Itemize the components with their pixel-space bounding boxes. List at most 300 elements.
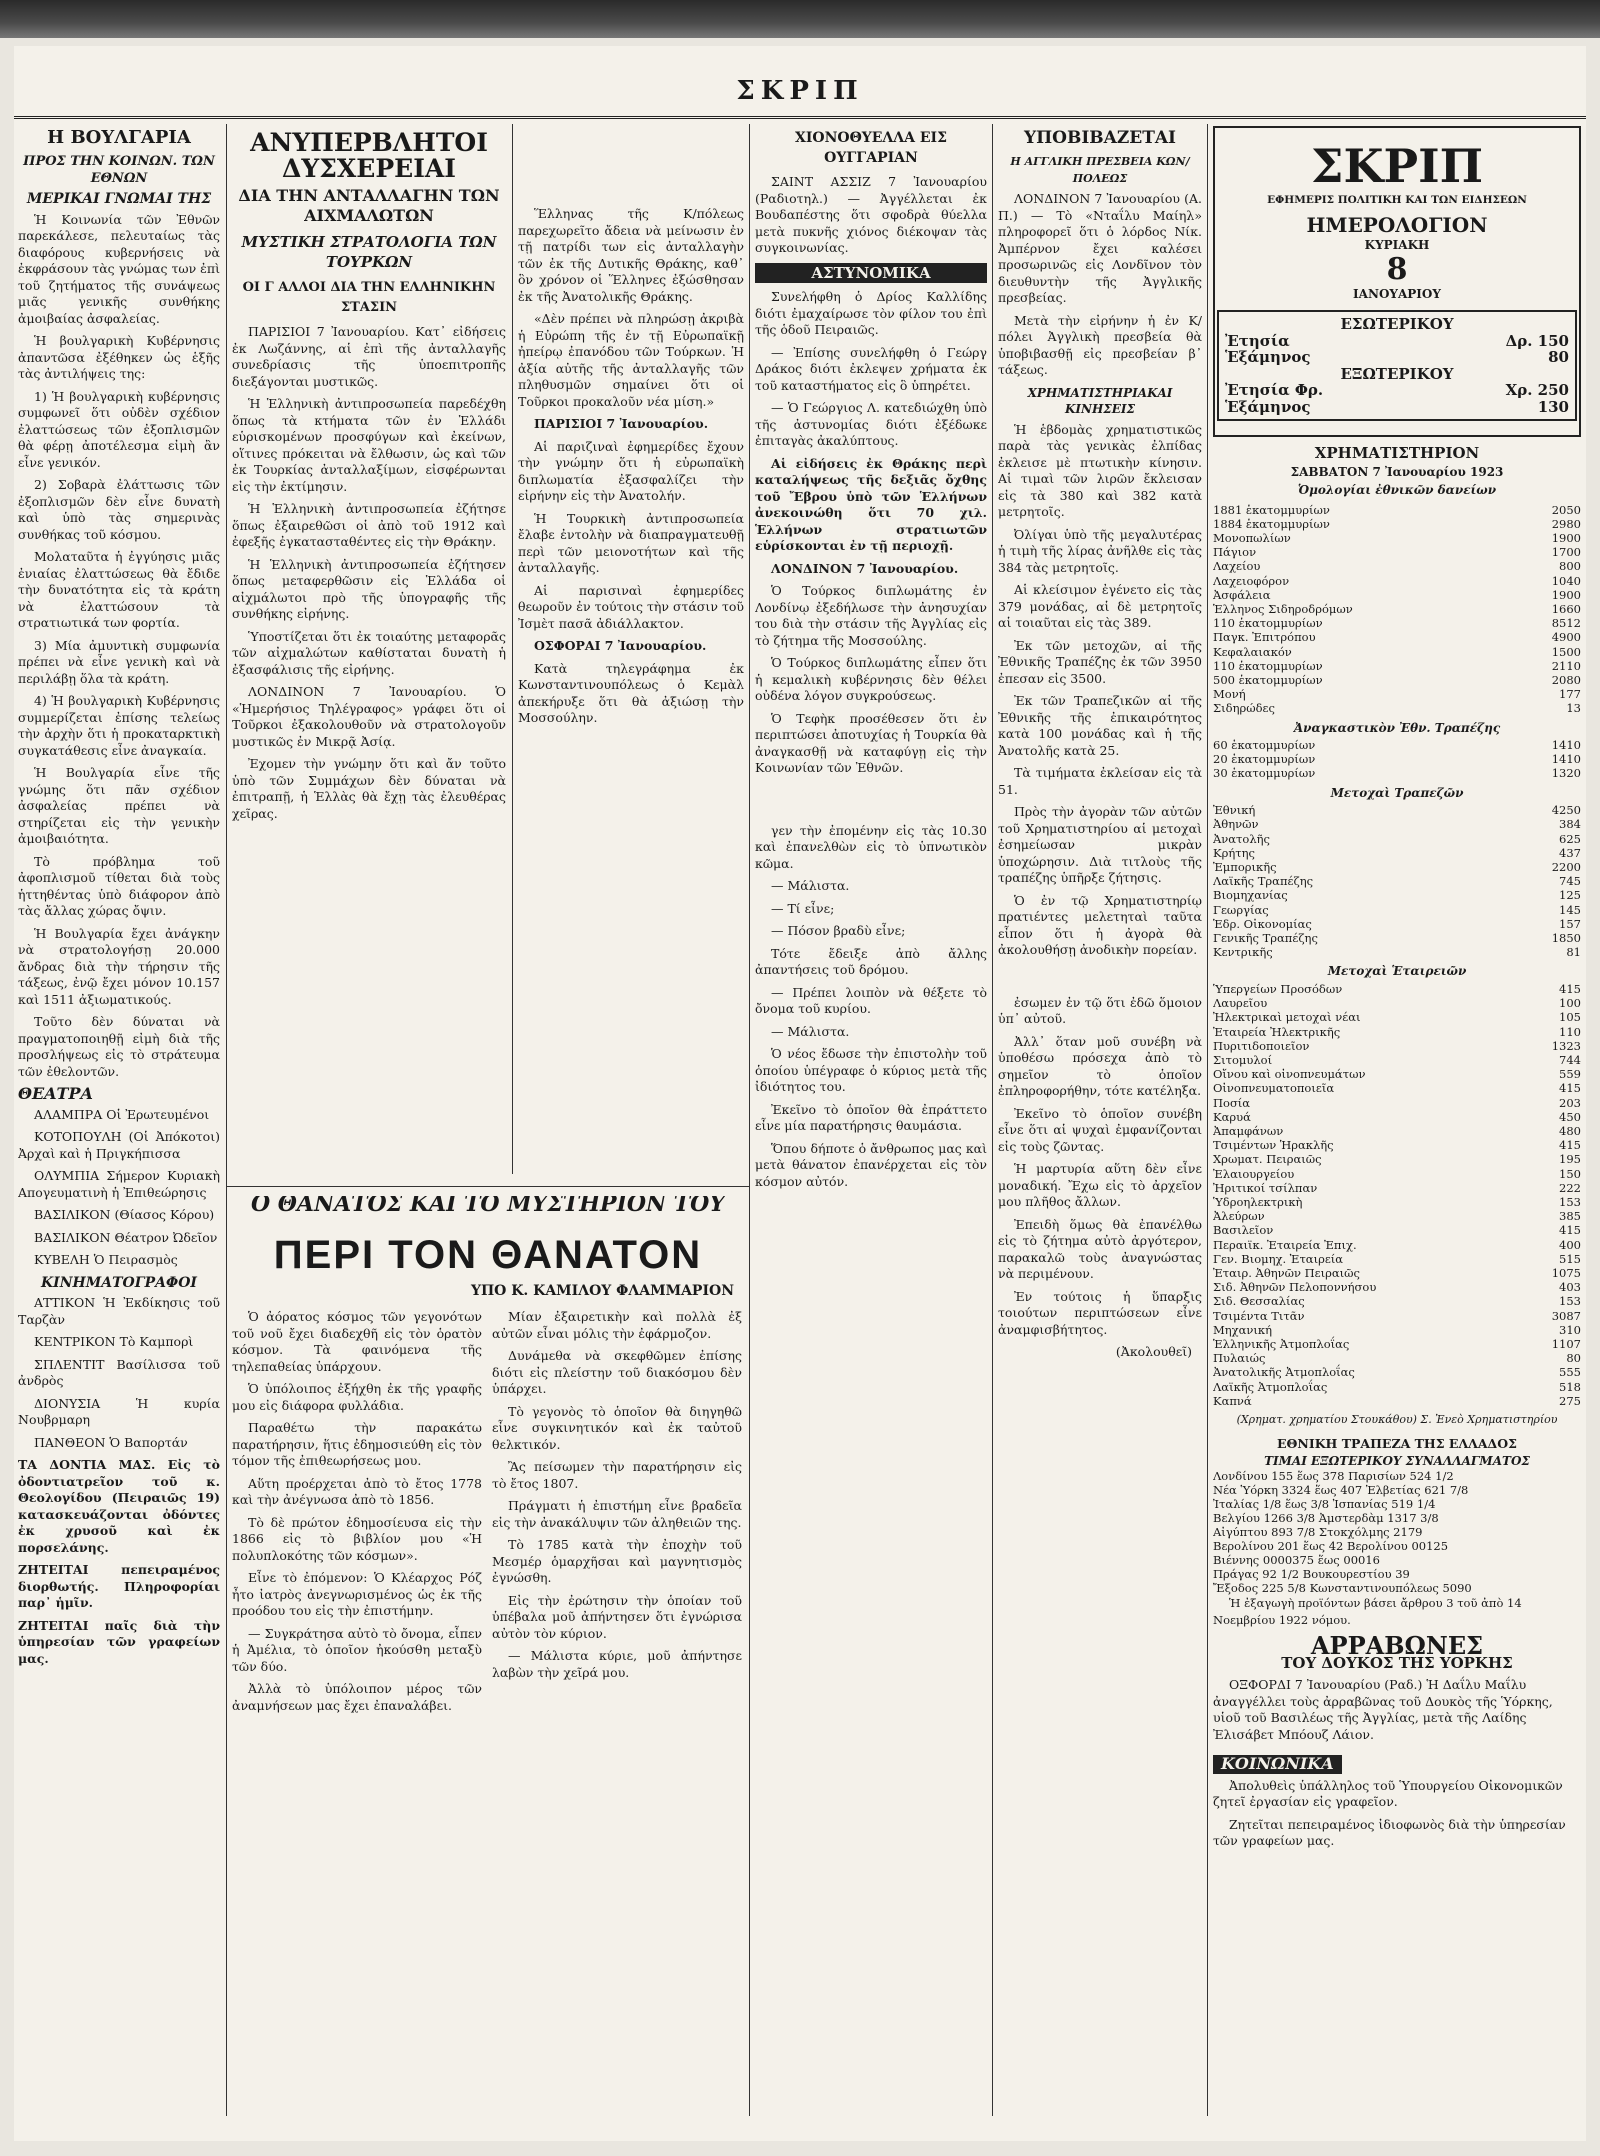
- row-label: Λαϊκῆς Ἀτμοπλοΐας: [1213, 1379, 1328, 1394]
- row-label: Καπνά: [1213, 1393, 1252, 1408]
- row-value: 800: [1559, 559, 1581, 574]
- paragraph: ΛΟΝΔΙΝΟΝ 7 Ἰανουαρίου (Α. Π.) — Τὸ «Νταΐλυ Μαίηλ» πληροφορεῖ ὅτι ὁ λόρδος Νίκ. Ἀμπέρνον ἔχει καλέσει προσωρινῶς εἰς Λονδῖνον τὸν διευθυντὴν τῆς Ἀγγλικῆς πρεσβείας.: [998, 191, 1202, 305]
- row-value: 384: [1559, 817, 1581, 832]
- row-label: Ἠλεκτρικαὶ μετοχαὶ νέαι: [1213, 1010, 1361, 1025]
- bond-row: [1213, 701, 1581, 715]
- row-label: Σιδηρώδες: [1213, 701, 1275, 716]
- row-value: 2110: [1551, 658, 1581, 673]
- row-label: Ἑδρ. Οἰκονομίας: [1213, 916, 1312, 931]
- subscription-foreign: ΕΞΩΤΕΡΙΚΟΥ: [1340, 364, 1454, 383]
- row-label: Σιδ. Ἀθηνῶν Πελοποννήσου: [1213, 1280, 1377, 1295]
- company-row: [1213, 1067, 1581, 1081]
- listing: ΒΑΣΙΛΙΚΟΝ Θέατρον Ὠδεῖον: [34, 1229, 218, 1245]
- paragraph: Ἐχομεν τὴν γνώμην ὅτι καὶ ἄν τοῦτο ὑπὸ τῶν Συμμάχων δὲν δύναται νὰ ἐπιτραπῇ, ἡ Ἑλλὰς θὰ ἔχῃ τὰς ἐλευθέρας χεῖρας.: [232, 756, 506, 821]
- paragraph: Ἐκεῖνο τὸ ὁποῖον συνέβη εἶνε ὅτι αἱ ψυχαὶ ἐμφανίζονται εἰς τοὺς ζῶντας.: [998, 1105, 1202, 1154]
- row-label: Παγκ. Ἐπιτρόπου: [1213, 630, 1316, 645]
- row-label: Βασιλεῖον: [1213, 1223, 1274, 1238]
- story-kicker: Ο ΘΑΝΑΤΟΣ ΚΑΙ ΤΟ ΜΥΣΤΗΡΙΟΝ ΤΟΥ: [250, 1196, 726, 1217]
- row-value: 153: [1559, 1294, 1581, 1309]
- paragraph: ΟΞΦΟΡΔΙ 7 Ἰανουαρίου (Ραδ.) Ἡ Δαΐλυ Μαΐλυ ἀναγγέλλει τοὺς ἀρραβῶνας τοῦ Δουκὸς τῆς Ὑόρκης, υἱοῦ τοῦ Βασιλέως τῆς Ἀγγλίας, μετὰ τῆς Λαίδης Ἐλισάβετ Μπόουζ Λάιον.: [1213, 1677, 1553, 1742]
- company-row: [1213, 1309, 1581, 1323]
- fx-subheading: ΤΙΜΑΙ ΕΞΩΤΕΡΙΚΟΥ ΣΥΝΑΛΛΑΓΜΑΤΟΣ: [1264, 1453, 1530, 1468]
- listing: ΚΟΤΟΠΟΥΛΗ (Οἱ Ἀπόκοτοι) Ἀρχαὶ καὶ ἡ Πριγκήπισσα: [18, 1129, 220, 1161]
- story-byline: ΥΠΟ Κ. ΚΑΜΙΛΟΥ ΦΛΑΜΜΑΡΙΟΝ: [470, 1282, 734, 1299]
- sub-price: Δρ. 150: [1505, 331, 1569, 350]
- company-row: [1213, 1337, 1581, 1351]
- row-label: Οἴνου καὶ οἰνοπνευμάτων: [1213, 1067, 1366, 1082]
- row-label: Ἑλληνικῆς Ἀτμοπλοΐας: [1213, 1336, 1350, 1351]
- paragraph: Αἱ εἰδήσεις ἐκ Θράκης περὶ καταλήψεως τῆς δεξιᾶς ὄχθης τοῦ Ἔβρου ὑπὸ τῶν Ἑλλήνων ἀνεκοινώθη ὅτι 70 χιλ. Ἑλλήνων στρατιωτῶν εὑρίσκονται ἐν τῇ περιοχῇ.: [755, 455, 987, 553]
- column-prisoners: [232, 126, 506, 1181]
- row-label: Πάγιον: [1213, 545, 1257, 560]
- bond-row: [1213, 531, 1581, 545]
- paragraph: Ἡ βουλγαρικὴ Κυβέρνησις ἀπαντῶσα ἐξέθηκεν ὡς ἑξῆς τὰς ἀντιλήψεις της:: [18, 333, 220, 381]
- forced-loans-table: [1213, 738, 1581, 781]
- row-label: Μηχανική: [1213, 1322, 1272, 1337]
- bank-row: [1213, 931, 1581, 945]
- row-label: Ἀνατολικῆς Ἀτμοπλοΐας: [1213, 1365, 1355, 1380]
- classified-ad: ΖΗΤΕΙΤΑΙ πεπειραμένος διορθωτής. Πληροφορίαι παρ᾿ ἡμῖν.: [18, 1562, 220, 1610]
- sub-price: Χρ. 250: [1505, 381, 1569, 399]
- row-value: 555: [1559, 1365, 1581, 1380]
- column-rule: [226, 124, 227, 2116]
- row-value: 3087: [1551, 1308, 1581, 1323]
- calendar-day: ΚΥΡΙΑΚΗ: [1364, 238, 1430, 252]
- exchange-section: Μετοχαὶ Ἑταιρειῶν: [1327, 964, 1467, 979]
- row-label: Περαιϊκ. Ἐταιρεία Ἐπιχ.: [1213, 1237, 1357, 1252]
- column-rule: [512, 124, 513, 1174]
- paragraph: Τὸ πρόβλημα τοῦ ἀφοπλισμοῦ τίθεται διὰ τοὺς ἡττηθέντας ὑπὸ διάφορον ἀπὸ τὰς ἄλλας χώρας ὄψιν.: [18, 853, 220, 918]
- row-label: Γεωργίας: [1213, 902, 1269, 917]
- paragraph: Ἀπολυθεὶς ὑπάλληλος τοῦ Ὑπουργείου Οἰκονομικῶν ζητεῖ ἐργασίαν εἰς γραφεῖον.: [1213, 1777, 1563, 1810]
- article-kicker: ΟΙ Γ ΑΛΛΟΙ ΔΙΑ ΤΗΝ ΕΛΛΗΝΙΚΗΝ ΣΤΑΣΙΝ: [242, 280, 496, 315]
- paragraph: Αἱ παριζιναὶ ἐφημερίδες ἔχουν τὴν γνώμην ὅτι ἡ εὐρωπαϊκὴ διπλωματία ἐξασφαλίζει τὴν εἰρήνην εἰς τὴν Ἀνατολήν.: [518, 438, 744, 503]
- row-value: 1320: [1551, 766, 1581, 781]
- row-label: Χρωματ. Πειραιῶς: [1213, 1152, 1322, 1167]
- paragraph: Τὰ τιμήματα ἐκλείσαν εἰς τὰ 51.: [998, 765, 1202, 797]
- continued-note: (Ἀκολουθεῖ): [1115, 1344, 1192, 1359]
- subscription-domestic: ΕΣΩΤΕΡΙΚΟΥ: [1340, 315, 1454, 333]
- paragraph: Αὕτη προέρχεται ἀπὸ τὸ ἔτος 1778 καὶ τὴν ἀνέγνωσα ἀπὸ τὸ 1856.: [232, 1475, 482, 1507]
- paragraph: Τὸ 1785 κατὰ τὴν ἐποχὴν τοῦ Μεσμέρ ὁμαρχῆσαι καὶ μαγνητισμὸς ἐγνώσθη.: [492, 1537, 742, 1585]
- row-value: 80: [1566, 1351, 1581, 1366]
- paragraph: Τὸ γεγονὸς τὸ ὁποῖον θὰ διηγηθῶ εἶνε συγκινητικόν καὶ ἐκ ταὐτοῦ θελκτικόν.: [492, 1403, 742, 1452]
- paragraph: Ἡ ἐξαγωγὴ προϊόντων βάσει ἄρθρου 3 τοῦ ἀπὸ 14 Νοεμβρίου 1922 νόμου.: [1213, 1596, 1522, 1627]
- row-label: Ἀλεύρων: [1213, 1209, 1265, 1224]
- company-row: [1213, 982, 1581, 996]
- paragraph: Ἂς πείσωμεν τὴν παρατήρησιν εἰς τὸ ἔτος 1807.: [492, 1459, 742, 1491]
- company-row: [1213, 1238, 1581, 1252]
- bonds-table: [1213, 503, 1581, 716]
- row-label: Λαχείου: [1213, 559, 1261, 574]
- row-value: 157: [1559, 916, 1581, 931]
- section-rule: [226, 1186, 749, 1187]
- paragraph: — Πόσον βραδὺ εἶνε;: [771, 923, 906, 938]
- article-kicker: ΜΕΡΙΚΑΙ ΓΝΩΜΑΙ ΤΗΣ: [26, 191, 212, 207]
- bank-shares-table: [1213, 803, 1581, 959]
- article-kicker: ΜΥΣΤΙΚΗ ΣΤΡΑΤΟΛΟΓΙΑ ΤΩΝ ΤΟΥΡΚΩΝ: [241, 233, 497, 271]
- company-row: [1213, 1152, 1581, 1166]
- row-label: Ἀσφάλεια: [1213, 587, 1271, 602]
- bond-row: [1213, 687, 1581, 701]
- row-value: 195: [1559, 1152, 1581, 1167]
- row-value: 403: [1559, 1280, 1581, 1295]
- paragraph: ΠΑΡΙΣΙΟΙ 7 Ἰανουαρίου. Κατ᾿ εἰδήσεις ἐκ Λωζάννης, αἱ ἐπὶ τῆς ἀνταλλαγῆς συνεδρίασις τῆς ὑποεπιτροπῆς διεξάγονται μυστικῶς.: [232, 324, 506, 389]
- paragraph: Τοῦτο δὲν δύναται νὰ πραγματοποιηθῇ εἰμὴ διὰ τῆς προσλήψεως εἰς τὸ στράτευμα τῶν ἐθελοντῶν.: [18, 1014, 220, 1079]
- company-row: [1213, 1252, 1581, 1266]
- row-value: 2200: [1551, 859, 1581, 874]
- sub-price: 80: [1548, 348, 1569, 366]
- paragraph: ΛΟΝΔΙΝΟΝ 7 Ἰανουαρίου. Ὁ «Ἡμερήσιος Τηλέγραφος» γράφει ὅτι οἱ Τοῦρκοι ἐξακολουθοῦν νὰ στρατολογοῦν μυστικῶς ἐν Μικρᾷ Ἀσίᾳ.: [232, 684, 506, 749]
- bank-row: [1213, 903, 1581, 917]
- company-shares-table: [1213, 982, 1581, 1408]
- row-value: 400: [1559, 1237, 1581, 1252]
- column-prisoners-cont: [518, 206, 744, 1181]
- row-label: 60 ἑκατομμυρίων: [1213, 738, 1316, 753]
- row-label: Λαχειοφόρον: [1213, 573, 1290, 588]
- paragraph: 2) Σοβαρὰ ἐλάττωσις τῶν ἐξοπλισμῶν δὲν εἶνε δυνατὴ καὶ ὑπὸ τὰς σημερινὰς συνθήκας τοῦ κόσμου.: [18, 477, 220, 542]
- row-value: 415: [1559, 1081, 1581, 1096]
- company-row: [1213, 1209, 1581, 1223]
- paragraph: Μολαταῦτα ἡ ἐγγύησις μιᾶς ἐνιαίας ἐλαττώσεως θὰ ἔδιδε τὴν δυνατότητα εἰς τὰ κράτη νὰ ἐλαττώσουν τὰ στρατιωτικά των φορτία.: [18, 549, 220, 630]
- paragraph: Ζητεῖται πεπειραμένος ἰδιοφωνὸς διὰ τὴν ὑπηρεσίαν τῶν γραφείων μας.: [1213, 1816, 1566, 1849]
- article-title: ΑΝΥΠΕΡΒΛΗΤΟΙ ΔΥΣΧΕΡΕΙΑΙ: [250, 128, 488, 183]
- cinema-heading: ΚΙΝΗΜΑΤΟΓΡΑΦΟΙ: [41, 1274, 197, 1291]
- paragraph: 1) Ἡ βουλγαρικὴ κυβέρνησις συμφωνεῖ ὅτι οὐδὲν σχέδιον ἐλαττώσεως τῶν ἐξοπλισμῶν θὰ φέρῃ ἀποτέλεσμα εἰμὴ ἂν εἶνε γενικόν.: [18, 388, 220, 470]
- calendar-date: 8: [1386, 251, 1408, 287]
- row-label: Ὑπεργείων Προσόδων: [1213, 981, 1343, 996]
- bank-row: [1213, 832, 1581, 846]
- row-value: 203: [1559, 1095, 1581, 1110]
- column-finance: [998, 126, 1202, 2116]
- row-value: 518: [1559, 1379, 1581, 1394]
- article-subtitle: ΔΙΑ ΤΗΝ ΑΝΤΑΛΛΑΓΗΝ ΤΩΝ ΑΙΧΜΑΛΩΤΩΝ: [238, 186, 500, 225]
- row-label: Γεν. Βιομηχ. Ἑταιρεία: [1213, 1251, 1344, 1266]
- paragraph: — Τί εἶνε;: [771, 900, 835, 916]
- fx-line: Βερολίνου 201 ἕως 42 Βερολίνου 00125: [1213, 1539, 1449, 1554]
- calendar-month: ΙΑΝΟΥΑΡΙΟΥ: [1353, 286, 1441, 301]
- company-row: [1213, 1010, 1581, 1024]
- company-row: [1213, 1124, 1581, 1138]
- company-row: [1213, 1138, 1581, 1152]
- exchange-section: Ἀναγκαστικὸν Ἐθν. Τραπέζης: [1293, 720, 1501, 735]
- row-value: 1107: [1551, 1336, 1581, 1351]
- paragraph: Ἡ Κοινωνία τῶν Ἐθνῶν παρεκάλεσε, πελευταίως τὰς διαφόρους κυβερνήσεις νὰ ἐκφράσουν τὰς γνώμας των ἐπὶ τοῦ ζητήματος τῆς συνάψεως μιᾶς γενικῆς συνθήκης ἀμοιβαίας ἀσφαλείας.: [18, 211, 220, 326]
- exchange-title: ΧΡΗΜΑΤΙΣΤΗΡΙΟΝ: [1314, 444, 1480, 462]
- company-row: [1213, 1081, 1581, 1095]
- row-label: 110 ἑκατομμυρίων: [1213, 616, 1323, 631]
- company-row: [1213, 1096, 1581, 1110]
- listing: ΑΤΤΙΚΟΝ Ἡ Ἐκδίκησις τοῦ Ταρζὰν: [18, 1295, 220, 1327]
- row-value: 415: [1559, 1223, 1581, 1238]
- masthead-rule: [14, 116, 1586, 119]
- exchange-date: ΣΑΒΒΑΤΟΝ 7 Ἰανουαρίου 1923: [1290, 464, 1504, 479]
- column-rule: [749, 124, 750, 2116]
- row-value: 415: [1559, 981, 1581, 996]
- bond-row: [1213, 588, 1581, 602]
- paragraph: Εἰς τὴν ἐρώτησιν τὴν ὁποίαν τοῦ ὑπέβαλα μοῦ ἀπήντησεν ὅτι ἐγνώρισα αὐτὸν τὸν κύριον.: [492, 1592, 742, 1641]
- paragraph: — Μάλιστα.: [771, 878, 850, 893]
- company-row: [1213, 1223, 1581, 1237]
- article-title: Η ΒΟΥΛΓΑΡΙΑ: [47, 127, 191, 148]
- story-title: ΠΕΡΙ ΤΟΝ ΘΑΝΑΤΟΝ: [273, 1232, 703, 1277]
- paragraph: Ἐπειδὴ ὅμως θὰ ἐπανέλθω εἰς τὸ ζήτημα αὐτὸ ἀργότερον, παρακαλῶ τοὺς ἀναγνώστας νὰ περιμένουν.: [998, 1216, 1202, 1281]
- row-label: Μονή: [1213, 687, 1246, 702]
- paragraph: Μίαν ἐξαιρετικὴν καὶ πολλὰ ἐξ αὐτῶν εἶναι μόλις τὴν ἐφάρμοζον.: [492, 1309, 742, 1341]
- row-value: 2980: [1551, 516, 1581, 531]
- fx-line: Ἔξοδος 225 5/8 Κωνσταντινουπόλεως 5090: [1213, 1581, 1472, 1596]
- row-label: 1881 ἑκατομμυρίων: [1213, 502, 1330, 517]
- row-label: Ἠριτικοί τσίλπαν: [1213, 1180, 1318, 1195]
- row-value: 177: [1559, 687, 1581, 702]
- row-value: 150: [1559, 1166, 1581, 1181]
- engagement-title: ΑΡΡΑΒΩΝΕΣ: [1310, 1631, 1484, 1661]
- article-title: ΧΙΟΝΟΘΥΕΛΛΑ ΕΙΣ ΟΥΓΓΑΡΙΑΝ: [794, 130, 948, 166]
- row-label: 20 ἑκατομμυρίων: [1213, 752, 1316, 767]
- row-value: 450: [1559, 1109, 1581, 1124]
- company-row: [1213, 1351, 1581, 1365]
- bank-row: [1213, 888, 1581, 902]
- row-value: 1040: [1551, 573, 1581, 588]
- row-label: Γενικῆς Τραπέζης: [1213, 930, 1318, 945]
- paragraph: Ὁ Τεφὴκ προσέθεσεν ὅτι ἐν περιπτώσει ἀποτυχίας ἡ Τουρκία θὰ ἀναγκασθῇ νὰ καταφύγῃ εἰς τὴν Κοινωνίαν τῶν Ἐθνῶν.: [755, 710, 987, 775]
- paragraph: Ὁ ἀόρατος κόσμος τῶν γεγονότων τοῦ νοῦ ἔχει διαδεχθῆ εἰς τὸν ὁρατὸν κόσμον. Τὰ φαινόμενα τῆς τηλεπαθείας ὑπάρχουν.: [232, 1309, 482, 1374]
- company-row: [1213, 1365, 1581, 1379]
- row-value: 1323: [1551, 1038, 1581, 1053]
- row-label: Ἐλαιουργείου: [1213, 1166, 1295, 1181]
- row-label: Τσιμέντα Τιτᾶν: [1213, 1308, 1305, 1323]
- column-rule: [1207, 124, 1208, 2116]
- story-death: [232, 1196, 744, 2126]
- bank-row: [1213, 846, 1581, 860]
- paragraph: Αἱ παρισιναὶ ἐφημερίδες θεωροῦν ἐν τούτοις τὴν στάσιν τοῦ Ἰσμὲτ πασᾶ ἀδιάλλακτον.: [518, 582, 744, 631]
- fx-line: Λονδίνου 155 ἕως 378 Παρισίων 524 1/2: [1213, 1469, 1454, 1484]
- paragraph: Εἶνε τὸ ἐπόμενον: Ὁ Κλέαρχος Ρόζ ἦτο ἰατρὸς ἀνεγνωρισμένος ὡς ἐκ τῆς προόδου του εἰς τὴν ἐπιστήμην.: [232, 1570, 482, 1618]
- company-row: [1213, 1294, 1581, 1308]
- paragraph: Ὁ Τούρκος διπλωμάτης ἐν Λονδίνῳ ἐξεδήλωσε τὴν ἀνησυχίαν του διὰ τὴν στάσιν τῆς Ἀγγλίας εἰς τὸ ζήτημα τῆς Μοσσούλης.: [755, 583, 987, 648]
- column-bulgaria: [18, 126, 220, 2116]
- fx-line: Νέα Ὑόρκη 3324 ἕως 407 Ἐλβετίας 621 7/8: [1213, 1483, 1469, 1498]
- fx-rates: [1213, 1469, 1581, 1595]
- sub-label: Ἐτησία: [1225, 331, 1290, 350]
- listing: ΠΑΝΘΕΟΝ Ὁ Βαπορτάν: [34, 1434, 188, 1450]
- masthead: ΣΚΡΙΠ: [736, 76, 864, 106]
- row-label: Σιδ. Θεσσαλίας: [1213, 1294, 1305, 1309]
- paragraph: Συνελήφθη ὁ Δρίος Καλλίδης διότι ἐμαχαίρωσε τὸν φίλον του ἐπὶ τῆς ὁδοῦ Πειραιῶς.: [755, 289, 987, 337]
- paragraph: Ἡ Τουρκικὴ ἀντιπροσωπεία ἔλαβε ἐντολὴν νὰ διαπραγματευθῇ περὶ τῶν μειονοτήτων καὶ τῆς ἀνταλλαγῆς.: [518, 510, 744, 575]
- bond-row: [1213, 574, 1581, 588]
- row-label: Λαϊκῆς Τραπέζης: [1213, 874, 1314, 889]
- paragraph: Μετὰ τὴν εἰρήνην ἡ ἐν Κ/πόλει Ἀγγλικὴ πρεσβεία θὰ ὑποβιβασθῇ εἰς πρεσβείαν β᾿ τάξεως.: [998, 312, 1202, 377]
- row-value: 81: [1566, 945, 1581, 960]
- bond-row: [1213, 673, 1581, 687]
- paragraph: Ὁ ἐν τῷ Χρηματιστηρίῳ πρατιέντες μελετηταὶ ταῦτα εἶπον ὅτι ἡ ἀγορὰ θὰ ἀκολουθήσῃ ἀνοδικὴν πορείαν.: [998, 892, 1202, 957]
- exchange-section: Μετοχαὶ Τραπεζῶν: [1330, 785, 1464, 800]
- row-value: 4250: [1551, 803, 1581, 818]
- paragraph: Ἡ Ἑλληνικὴ ἀντιπροσωπεία παρεδέχθη ὅπως τὰ κτήματα τῶν ἐν Ἑλλάδι εὑρισκομένων προσφύγων καὶ ἐκείνων, οἵτινες πρόκειται νὰ ἔλθωσιν, ὡς καὶ τῶν ἐκ Τουρκίας ἀνταλλαξίμων, εἰσφέρωνται εἰς τὴν ἐκτίμησιν.: [232, 396, 506, 494]
- row-value: 1660: [1551, 601, 1581, 616]
- fx-line: Βιέννης 0000375 ἕως 00016: [1213, 1553, 1380, 1568]
- paragraph: — Μάλιστα κύριε, μοῦ ἀπήντησε λαβὼν τὴν χεῖρά μου.: [492, 1648, 742, 1680]
- paragraph: Ὁ Τούρκος διπλωμάτης εἶπεν ὅτι ἡ κεμαλικὴ κυβέρνησις δὲν θέλει οὐδένα λόγον συγκρούσεως.: [755, 655, 987, 703]
- paragraph: Ὑποστίζεται ὅτι ἐκ τοιαύτης μεταφορᾶς τῶν αἰχμαλώτων καθίσταται δυνατὴ ἡ ἐξασφάλισις τῆς εἰρήνης.: [232, 628, 506, 677]
- paragraph: Ὁ νέος ἔδωσε τὴν ἐπιστολὴν τοῦ ὁποίου ὑπέγραφε ὁ κύριος μετὰ τῆς ἰδιότητος του.: [755, 1046, 987, 1094]
- paragraph: Τὸ δὲ πρώτον ἐδημοσίευσα εἰς τὴν 1866 εἰς τὸ βιβλίον μου «Ἡ πολυπλοκότης τῶν κόσμων».: [232, 1514, 482, 1563]
- paragraph: Αἱ κλείσιμον ἐγένετο εἰς τὰς 379 μονάδας, αἱ δὲ μετρητοῖς αἱ τοιαῦται εἰς τὰς 389.: [998, 582, 1202, 630]
- exchange-subtitle: Ὁμολογίαι ἐθνικῶν δανείων: [1297, 483, 1497, 497]
- paragraph: 3) Μία ἀμυντικὴ συμφωνία πρέπει νὰ εἶνε γενικὴ καὶ νὰ περιλάβῃ ὅλα τὰ κράτη.: [18, 637, 220, 686]
- row-value: 310: [1559, 1322, 1581, 1337]
- row-label: Ἐταιρεία Ἠλεκτρικῆς: [1213, 1024, 1341, 1039]
- bond-row: [1213, 659, 1581, 673]
- row-label: Λαυρεῖου: [1213, 996, 1268, 1011]
- row-label: Καρυά: [1213, 1109, 1251, 1124]
- column-news: [755, 126, 987, 2116]
- paragraph: 4) Ἡ βουλγαρικὴ Κυβέρνησις συμμερίζεται ἐπίσης τελείως τὴν ἀρχὴν ὅτι ἡ προκαταρκτικὴ συγκατάθεσις εἶνε ἀναγκαία.: [18, 693, 220, 758]
- article-title: ΥΠΟΒΙΒΑΖΕΤΑΙ: [1023, 128, 1177, 148]
- paragraph: Ἡ μαρτυρία αὕτη δὲν εἶνε μοναδική. Ἔχω εἰς τὸ ἀρχεῖον μου πλῆθος ἄλλων.: [998, 1161, 1202, 1209]
- bond-row: [1213, 630, 1581, 644]
- sidebar: [1213, 126, 1581, 2126]
- bond-row: [1213, 559, 1581, 573]
- listing: ΑΛΑΜΠΡΑ Οἱ Ἐρωτευμένοι: [34, 1106, 210, 1122]
- social-heading: ΚΟΙΝΩΝΙΚΑ: [1213, 1755, 1342, 1774]
- company-row: [1213, 1380, 1581, 1394]
- row-value: 1410: [1551, 752, 1581, 767]
- row-label: Σιτομυλοί: [1213, 1052, 1273, 1067]
- paragraph: Παραθέτω τὴν παρακάτω παρατήρησιν, ἥτις ἐδημοσιεύθη εἰς τὸν τόμον τῆς ἐπιθεωρήσεως μου.: [232, 1420, 482, 1468]
- row-label: Κεντρικῆς: [1213, 945, 1273, 960]
- listing: ΚΥΒΕΛΗ Ὁ Πειρασμὸς: [34, 1252, 178, 1267]
- bank-row: [1213, 860, 1581, 874]
- row-value: 2080: [1551, 672, 1581, 687]
- paragraph: ἐσωμεν ἐν τῷ ὅτι ἐδῶ ὅμοιον ὑπ᾿ αὐτοῦ.: [998, 994, 1202, 1026]
- article-subtitle: Η ΑΓΓΛΙΚΗ ΠΡΕΣΒΕΙΑ ΚΩΝ/ΠΟΛΕΩΣ: [1010, 155, 1190, 185]
- row-value: 8512: [1551, 616, 1581, 631]
- bank-row: [1213, 817, 1581, 831]
- sub-label: Ἑξάμηνος: [1225, 348, 1311, 366]
- fx-line: Ἰταλίας 1/8 ἕως 3/8 Ἰσπανίας 519 1/4: [1213, 1497, 1436, 1512]
- paragraph: — Μάλιστα.: [771, 1023, 850, 1039]
- row-value: 1900: [1551, 587, 1581, 602]
- newspaper-page: [14, 46, 1586, 2141]
- paragraph: Ὅπου δήποτε ὁ ἄνθρωπος μας καὶ μετὰ θάνατον ἐπανέρχεται εἰς τὸν κόσμον αὐτόν.: [755, 1140, 987, 1189]
- paragraph: Ἐκ τῶν μετοχῶν, αἱ τῆς Ἐθνικῆς Τραπέζης ἐκ τῶν 3950 ἐπεσαν εἰς 3500.: [998, 637, 1202, 686]
- fx-line: Αἰγύπτου 893 7/8 Στοκχόλμης 2179: [1213, 1525, 1423, 1540]
- row-value: 125: [1559, 888, 1581, 903]
- paragraph: Τότε ἔδειξε ἀπὸ ἄλλης ἀπαντήσεις τοῦ δρόμου.: [755, 945, 987, 977]
- paragraph: — Συγκράτησα αὐτὸ τὸ ὄνομα, εἶπεν ἡ Ἀμέλια, τὸ ὁποῖον ἠκούσθη μεταξὺ τῶν δύο.: [232, 1625, 482, 1674]
- row-value: 480: [1559, 1123, 1581, 1138]
- row-value: 1500: [1551, 644, 1581, 659]
- row-value: 625: [1559, 831, 1581, 846]
- row-label: Κεφαλαιακόν: [1213, 644, 1292, 659]
- column-rule: [992, 124, 993, 2116]
- row-value: 745: [1559, 874, 1581, 889]
- paragraph: Ἡ ἑβδομὰς χρηματιστικῶς παρὰ τὰς γενικὰς ἐλπίδας ἐκλεισε μὲ πτωτικὴν κίνησιν. Αἱ τιμαὶ τῶν λιρῶν ἔκλεισαν εἰς τὰ 380 καὶ 382 κατὰ μετρητοῖς.: [998, 421, 1202, 519]
- bank-row: [1213, 945, 1581, 959]
- row-value: 559: [1559, 1067, 1581, 1082]
- row-value: 105: [1559, 1010, 1581, 1025]
- paragraph: Ἡ Ἑλληνικὴ ἀντιπροσωπεία ἐζήτησεν ὅπως μεταφερθῶσιν εἰς Ἑλλάδα οἱ αἰχμάλωτοι πρὸ τῆς ὑπογραφῆς τῆς συνθήκης εἰρήνης.: [232, 556, 506, 621]
- company-row: [1213, 996, 1581, 1010]
- row-label: Ἀπαμφάνων: [1213, 1123, 1284, 1138]
- sidebar-tagline: ΕΦΗΜΕΡΙΣ ΠΟΛΙΤΙΚΗ ΚΑΙ ΤΩΝ ΕΙΔΗΣΕΩΝ: [1267, 194, 1527, 206]
- paragraph: Ὀλίγαι ὑπὸ τῆς μεγαλυτέρας ἡ τιμὴ τῆς λίρας ἀνῆλθε εἰς τὰς 384 τὰς μετρητοῖς.: [998, 526, 1202, 575]
- row-value: 415: [1559, 1138, 1581, 1153]
- listing: ΔΙΟΝΥΣΙΑ Ἡ κυρία Νουβρμαρη: [18, 1395, 220, 1427]
- bank-row: [1213, 917, 1581, 931]
- row-value: 437: [1559, 845, 1581, 860]
- scan-edge: [0, 0, 1600, 38]
- row-value: 1075: [1551, 1265, 1581, 1280]
- sub-price: 130: [1537, 397, 1569, 416]
- row-value: 110: [1559, 1024, 1581, 1039]
- row-label: Πυριτιδοποιεῖον: [1213, 1038, 1310, 1053]
- bond-row: [1213, 503, 1581, 517]
- row-label: Ἀθηνῶν: [1213, 817, 1259, 832]
- row-label: Ἑλληνος Σιδηροδρόμων: [1213, 601, 1353, 616]
- paragraph: Ἡ Βουλγαρία εἶνε τῆς γνώμης ὅτι πᾶν σχέδιον ἀσφαλείας πρέπει νὰ στηρίζεται εἰς τὴν γενικὴν ἀμοιβαιότητα.: [18, 765, 220, 846]
- row-value: 1850: [1551, 930, 1581, 945]
- row-value: 1700: [1551, 545, 1581, 560]
- row-label: 110 ἑκατομμυρίων: [1213, 658, 1323, 673]
- row-value: 385: [1559, 1209, 1581, 1224]
- paragraph: Πράγματι ἡ ἐπιστήμη εἶνε βραδεῖα εἰς τὴν ἀνακάλυψιν τῶν ἀληθειῶν της.: [492, 1498, 742, 1530]
- subscription-box: [1217, 310, 1577, 421]
- forced-loan-row: [1213, 752, 1581, 766]
- row-value: 100: [1559, 996, 1581, 1011]
- paragraph: Ἐκεῖνο τὸ ὁποῖον θὰ ἐπράττετο εἶνε μία παρατήρησις θαυμάσια.: [755, 1101, 987, 1133]
- sub-label: Ἐτησία Φρ.: [1225, 381, 1324, 399]
- company-row: [1213, 1167, 1581, 1181]
- row-value: 1410: [1551, 738, 1581, 753]
- paragraph: Δυνάμεθα νὰ σκεφθῶμεν ἐπίσης διότι εἰς πλείστην τοῦ διακόσμου δὲν ὑπάρχει.: [492, 1348, 742, 1396]
- row-value: 275: [1559, 1393, 1581, 1408]
- forced-loan-row: [1213, 766, 1581, 780]
- paragraph: Ἕλληνας τῆς Κ/πόλεως παρεχωρεῖτο ἄδεια νὰ μείνωσιν ἐν τῇ πατρίδι των εἰς ἀνταλλαγὴν τῶν ἐκ τῆς Δυτικῆς Θράκης, καθ᾿ ὃν χρόνον οἱ Ἕλληνες ἐξώσθησαν ἐκ τῆς Ἀνατολικῆς Θράκης.: [518, 206, 744, 304]
- paragraph: — Ἐπίσης συνελήφθη ὁ Γεώργ Δράκος διότι ἐκλεψεν χρήματα ἐκ τοῦ καταστήματος εἰς ὃ ὑπηρέτει.: [755, 344, 987, 393]
- paragraph: Ὁ ὑπόλοιπος ἐξήχθη ἐκ τῆς γραφῆς μου εἰς διάφορα φυλλάδια.: [232, 1381, 482, 1413]
- classified-ad: ΖΗΤΕΙΤΑΙ παῖς διὰ τὴν ὑπηρεσίαν τῶν γραφείων μας.: [18, 1617, 220, 1666]
- company-row: [1213, 1053, 1581, 1067]
- paragraph: Ἀλλὰ τὸ ὑπόλοιπον μέρος τῶν ἀναμνήσεων μας ἔχει ἐπαναλάβει.: [232, 1681, 482, 1713]
- row-value: 13: [1566, 701, 1581, 716]
- row-value: 4900: [1551, 630, 1581, 645]
- row-label: 500 ἑκατομμυρίων: [1213, 672, 1323, 687]
- row-label: Ἐθνική: [1213, 803, 1256, 818]
- row-value: 1900: [1551, 530, 1581, 545]
- paragraph: Ἀλλ᾿ ὅταν μοῦ συνέβη νὰ ὑποθέσω πρόσεχα ἀπὸ τὸ σημεῖον τὸ ὁποῖον ἐπληροφορήθην, τότε κατέληξα.: [998, 1033, 1202, 1098]
- row-label: Πυλαιώς: [1213, 1351, 1266, 1366]
- row-value: 145: [1559, 902, 1581, 917]
- company-row: [1213, 1323, 1581, 1337]
- row-value: 222: [1559, 1180, 1581, 1195]
- row-label: Βιομηχανίας: [1213, 888, 1288, 903]
- row-label: Ἐταιρ. Ἀθηνῶν Πειραιῶς: [1213, 1265, 1361, 1280]
- company-row: [1213, 1025, 1581, 1039]
- row-label: Ὑδροηλεκτρικὴ: [1213, 1194, 1303, 1209]
- forced-loan-row: [1213, 738, 1581, 752]
- bond-row: [1213, 602, 1581, 616]
- company-row: [1213, 1181, 1581, 1195]
- classified-ad: ΤΑ ΔΟΝΤΙΑ ΜΑΣ. Εἰς τὸ ὀδοντιατρεῖον τοῦ κ. Θεολογίδου (Πειραιῶς 19) κατασκευάζονται ὀδόντες ἐκ χρυσοῦ καὶ ἐκ πορσελάνης.: [18, 1457, 220, 1555]
- paragraph: ΣΑΙΝΤ ΑΣΣΙΖ 7 Ἰανουαρίου (Ραδιοτηλ.) — Ἀγγέλλεται ἐκ Βουδαπέστης ὅτι σφοδρὰ θύελλα μετὰ πυκνῆς χιόνος διέκοψαν τὰς συγκοινωνίας.: [755, 174, 987, 255]
- company-row: [1213, 1039, 1581, 1053]
- bond-row: [1213, 545, 1581, 559]
- listing: ΟΛΥΜΠΙΑ Σήμερον Κυριακὴ Απογευματινὴ ἡ Ἐπιθεώρησις: [18, 1168, 220, 1200]
- paragraph: — Ὁ Γεώργιος Λ. κατεδιώχθη ὑπὸ τῆς ἀστυνομίας διότι ἐξέδωκε ἐπιταγὰς ἀκαλύπτους.: [755, 400, 987, 448]
